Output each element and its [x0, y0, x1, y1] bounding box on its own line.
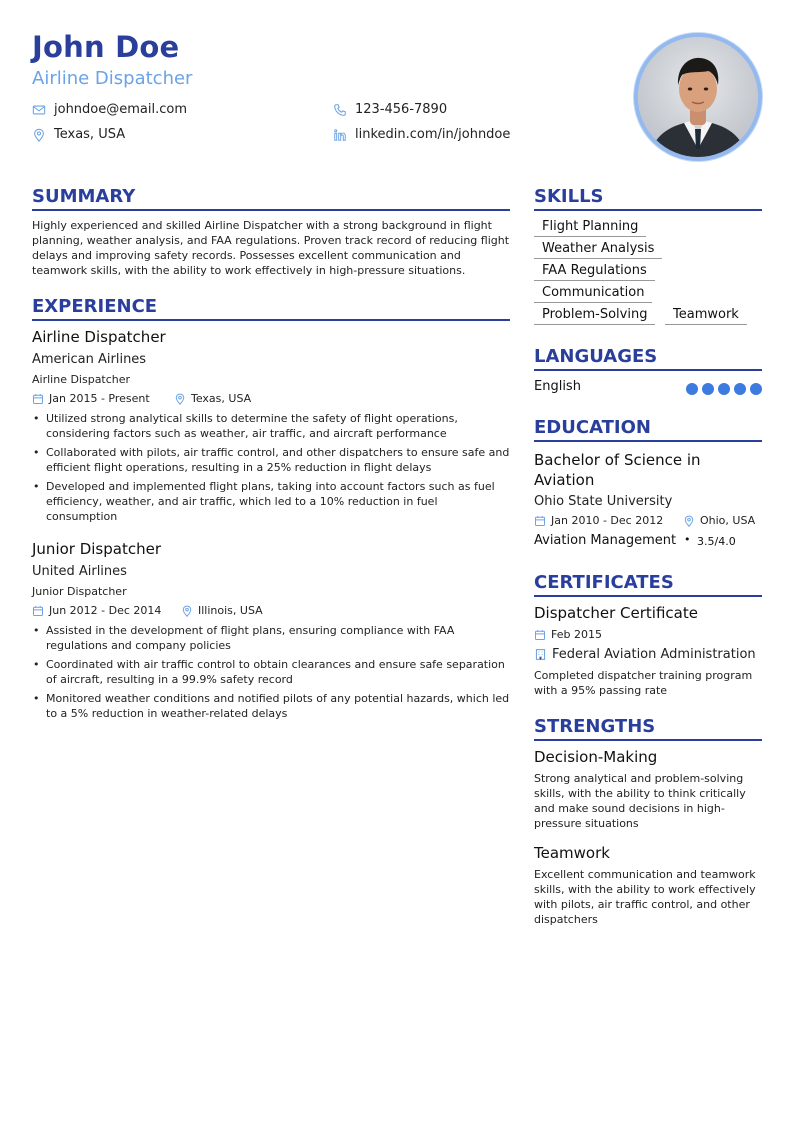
calendar-icon	[32, 393, 44, 405]
strength-title: Teamwork	[534, 844, 610, 862]
candidate-name: John Doe	[32, 30, 180, 64]
skill-tag: Problem-Solving	[534, 307, 655, 325]
calendar-icon	[534, 515, 546, 527]
education-dates-text: Jan 2010 - Dec 2012	[551, 514, 664, 527]
skill-tag: Flight Planning	[534, 219, 646, 237]
calendar-icon	[32, 605, 44, 617]
skill-tag: FAA Regulations	[534, 263, 655, 281]
job-title: Airline Dispatcher	[32, 328, 166, 346]
experience-heading: EXPERIENCE	[32, 296, 510, 321]
location-pin-icon	[181, 605, 193, 617]
strength-title: Decision-Making	[534, 748, 658, 766]
job-company: American Airlines	[32, 352, 147, 367]
candidate-title: Airline Dispatcher	[32, 68, 193, 89]
job-subtitle: Junior Dispatcher	[32, 585, 127, 598]
certificate-date-text: Feb 2015	[551, 628, 602, 641]
mail-icon	[32, 103, 46, 117]
phone-text: 123-456-7890	[355, 102, 448, 117]
language-level-dot	[734, 383, 746, 395]
portrait-image	[638, 37, 758, 157]
avatar	[634, 33, 762, 161]
certificate-issuer-text: Federal Aviation Administration	[552, 647, 756, 662]
building-icon	[534, 648, 547, 661]
linkedin-icon	[333, 128, 347, 142]
job-location	[174, 392, 251, 405]
skill-tag: Weather Analysis	[534, 241, 662, 259]
job-bullets	[32, 623, 510, 725]
skill-tag: Teamwork	[665, 307, 747, 325]
job-location-text: Illinois, USA	[198, 604, 263, 617]
languages-heading: LANGUAGES	[534, 346, 762, 371]
location-text: Texas, USA	[54, 127, 126, 142]
school-name: Ohio State University	[534, 494, 673, 509]
education-location	[683, 514, 755, 527]
field-of-study: Aviation Management	[534, 533, 677, 548]
gpa-value: 3.5/4.0	[697, 535, 736, 548]
gpa-separator: •	[684, 533, 691, 546]
job-dates	[32, 392, 150, 405]
certificate-date	[534, 628, 602, 641]
language-level-dot	[750, 383, 762, 395]
job-location-text: Texas, USA	[191, 392, 252, 405]
skills-heading: SKILLS	[534, 186, 762, 211]
email-text: johndoe@email.com	[54, 102, 187, 117]
language-level-dot	[718, 383, 730, 395]
job-subtitle: Airline Dispatcher	[32, 373, 131, 386]
calendar-icon	[534, 629, 546, 641]
list-item: • Collaborated with pilots, air traffic control, and other dispatchers to ensure safe and efficient flight operations, resulting in a 25% reduction in flight delays	[32, 445, 510, 475]
strengths-heading: STRENGTHS	[534, 716, 762, 741]
summary-heading: SUMMARY	[32, 186, 510, 211]
degree-title: Bachelor of Science in Aviation	[534, 451, 701, 489]
strength-text: Strong analytical and problem-solving skills, with the ability to think critically and make sound decisions in high-pressure situations	[534, 772, 746, 830]
contact-email[interactable]	[32, 102, 187, 117]
language-level-dot	[702, 383, 714, 395]
list-item: • Assisted in the development of flight plans, ensuring compliance with FAA regulations and company policies	[32, 623, 510, 653]
certificate-description: Completed dispatcher training program with a 95% passing rate	[534, 669, 753, 697]
job-bullets	[32, 411, 510, 528]
education-location-text: Ohio, USA	[700, 514, 756, 527]
location-pin-icon	[174, 393, 186, 405]
linkedin-text: linkedin.com/in/johndoe	[355, 127, 511, 142]
summary-text: Highly experienced and skilled Airline Dispatcher with a strong background in flight planning, weather analysis, and FAA regulations. Proven track record of reducing flight delays and improving safety records. Possesses excellent communication and teamwork skills, with the ability to work effectively in high-pressure situations.	[32, 219, 510, 277]
contact-phone[interactable]	[333, 102, 447, 117]
list-item: • Monitored weather conditions and notified pilots of any potential hazards, which led to a 5% reduction in weather-related delays	[32, 691, 510, 721]
location-pin-icon	[683, 515, 695, 527]
certificate-name: Dispatcher Certificate	[534, 604, 698, 622]
education-dates	[534, 514, 663, 527]
phone-icon	[333, 103, 347, 117]
list-item: • Utilized strong analytical skills to determine the safety of flight operations, considering factors such as weather, air traffic, and aircraft performance	[32, 411, 510, 441]
job-location	[181, 604, 263, 617]
contact-location	[32, 127, 125, 142]
strength-text: Excellent communication and teamwork skills, with the ability to work effectively with pilots, air traffic control, and other dispatchers	[534, 868, 756, 926]
certificate-issuer	[534, 647, 756, 662]
job-title: Junior Dispatcher	[32, 540, 161, 558]
contact-linkedin[interactable]	[333, 127, 510, 142]
language-level-dot	[686, 383, 698, 395]
language-name: English	[534, 379, 581, 394]
education-heading: EDUCATION	[534, 417, 762, 442]
location-pin-icon	[32, 128, 46, 142]
job-dates-text: Jun 2012 - Dec 2014	[49, 604, 162, 617]
job-dates	[32, 604, 161, 617]
job-company: United Airlines	[32, 564, 127, 579]
certificates-heading: CERTIFICATES	[534, 572, 762, 597]
list-item: • Developed and implemented flight plans, taking into account factors such as fuel efficiency, weather, and air traffic, which led to a 10% reduction in fuel consumption	[32, 479, 510, 524]
list-item: • Coordinated with air traffic control to obtain clearances and ensure safe separation of aircraft, resulting in a 99.9% safety record	[32, 657, 510, 687]
skill-tag: Communication	[534, 285, 652, 303]
job-dates-text: Jan 2015 - Present	[49, 392, 150, 405]
